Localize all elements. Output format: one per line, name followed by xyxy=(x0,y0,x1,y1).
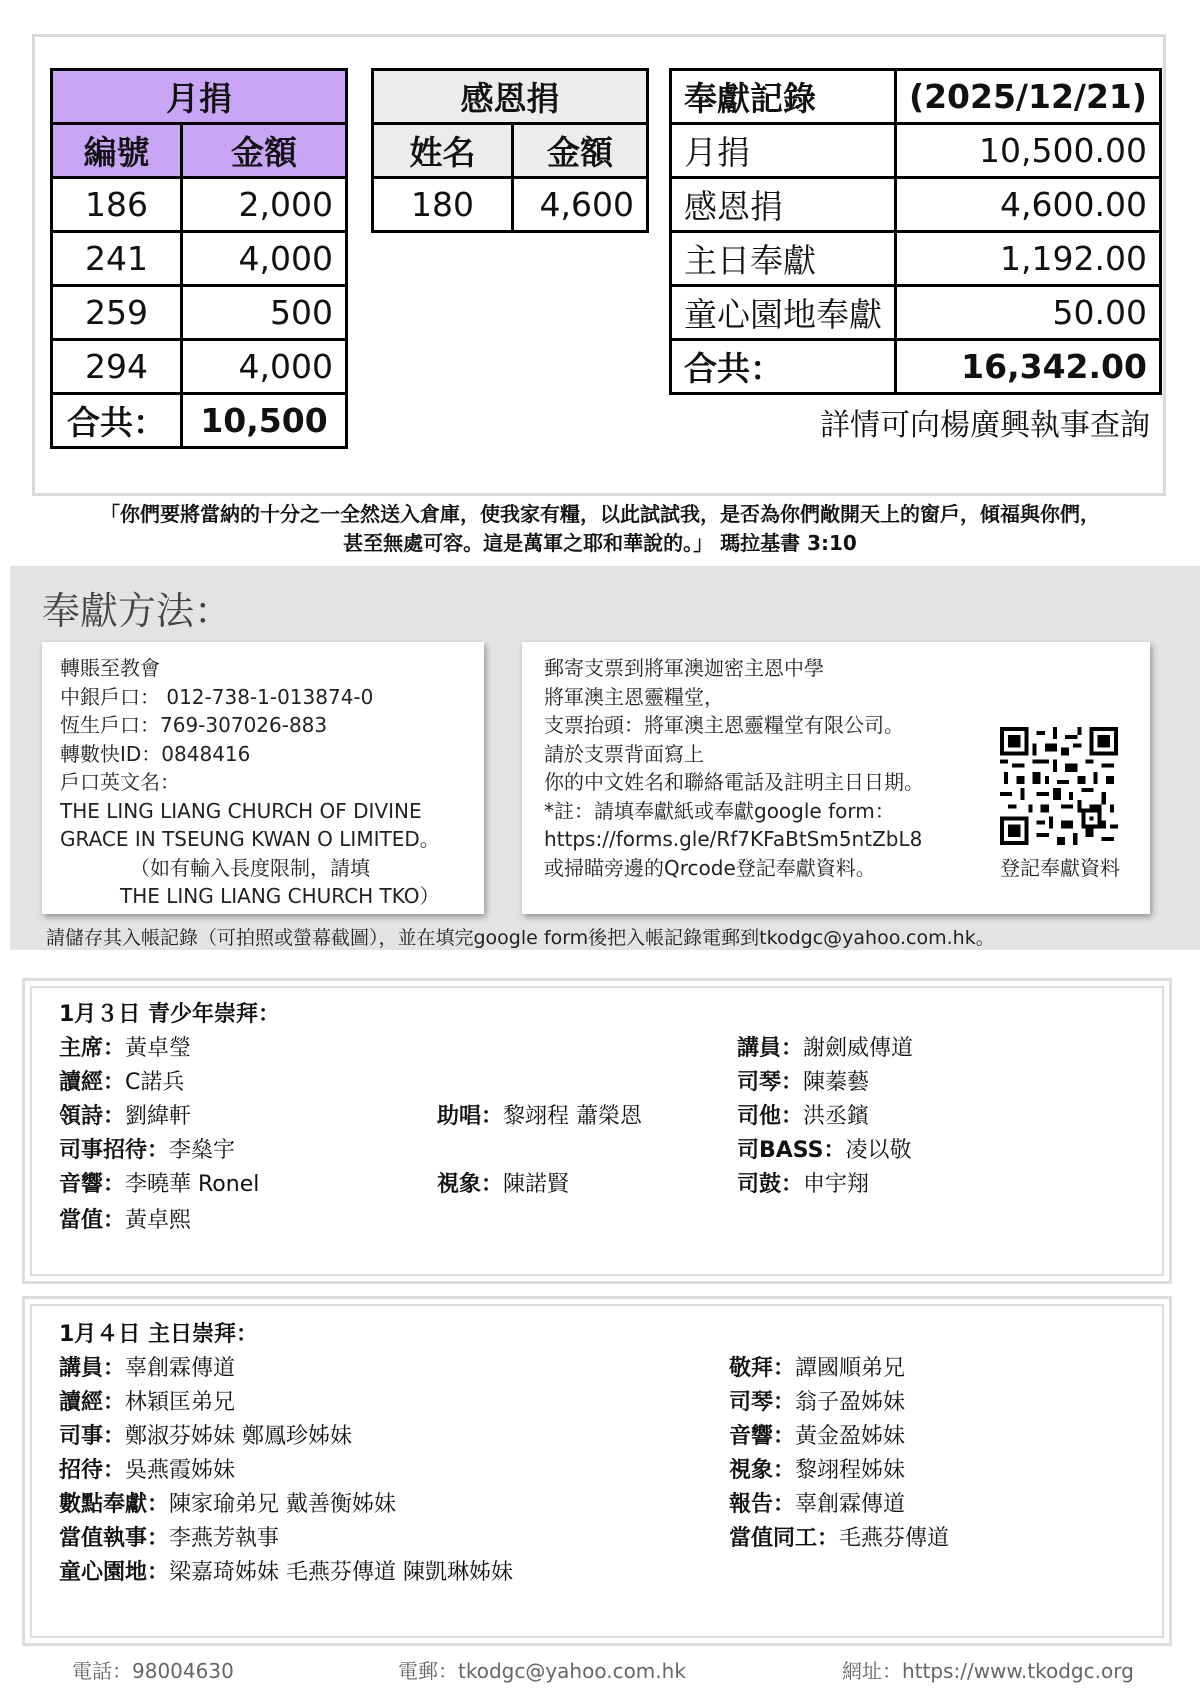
footer-phone: 電話：98004630 xyxy=(72,1659,234,1683)
offering-note: 請儲存其入帳記錄（可拍照或螢幕截圖），並在填完google form後把入帳記錄電郵到tkodgc@yahoo.com.hk。 xyxy=(46,927,995,949)
record-label: 感恩捐 xyxy=(671,178,896,232)
duty-item: 視象：黎翊程姊妹 xyxy=(729,1458,906,1483)
record-label: 童心園地奉獻 xyxy=(671,286,896,340)
sunday-worship-box xyxy=(22,1296,1172,1646)
duty-item: 讀經：林穎匡弟兄 xyxy=(59,1390,236,1415)
cheque-line: 將軍澳主恩靈糧堂， xyxy=(544,684,724,709)
record-label: 主日奉獻 xyxy=(671,232,896,286)
record-value: 10,500.00 xyxy=(896,124,1161,178)
monthly-total-value: 10,500 xyxy=(182,394,347,448)
duty-item: 當值同工：毛燕芬傳道 xyxy=(729,1526,950,1551)
table-row xyxy=(373,178,648,232)
table-row xyxy=(671,232,1161,286)
thanks-name: 180 xyxy=(373,178,513,232)
record-date: (2025/12/21) xyxy=(896,70,1161,124)
table-row xyxy=(52,340,347,394)
qr-code-icon[interactable] xyxy=(1000,727,1118,845)
duty-item: 音響：李曉華 Ronel xyxy=(59,1172,260,1197)
monthly-number: 259 xyxy=(52,286,182,340)
offering-method-title: 奉獻方法： xyxy=(42,589,233,633)
record-total-value: 16,342.00 xyxy=(896,340,1161,394)
total-row xyxy=(52,394,347,448)
transfer-line: 轉賬至教會 xyxy=(60,656,160,680)
cheque-line: 支票抬頭：將軍澳主恩靈糧堂有限公司。 xyxy=(544,713,904,737)
table-row xyxy=(671,286,1161,340)
cheque-line: *註：請填奉獻紙或奉獻google form： xyxy=(544,798,895,823)
scripture-verse xyxy=(40,500,1160,558)
duty-item: 司事招待：李燊宇 xyxy=(59,1138,236,1163)
duty-item: 當值執事：李燕芳執事 xyxy=(59,1526,280,1551)
record-title: 奉獻記錄 xyxy=(671,70,896,124)
verse-line-2: 甚至無處可容。這是萬軍之耶和華說的。」 瑪拉基書 3:10 xyxy=(343,531,857,555)
duty-item: 音響：黃金盈姊妹 xyxy=(729,1424,906,1449)
monthly-amount: 500 xyxy=(182,286,347,340)
thanks-col-amount: 金額 xyxy=(513,124,648,178)
table-row xyxy=(52,286,347,340)
cheque-line: 請於支票背面寫上 xyxy=(544,741,704,766)
monthly-col-number: 編號 xyxy=(52,124,182,178)
duty-item: 讀經：C諾兵 xyxy=(59,1070,185,1095)
cheque-line: 你的中文姓名和聯絡電話及註明主日日期。 xyxy=(544,770,924,794)
duty-item: 敬拜：譚國順弟兄 xyxy=(729,1356,906,1381)
transfer-line: 恆生戶口：769-307026-883 xyxy=(60,713,328,737)
transfer-line: 戶口英文名： xyxy=(60,770,180,794)
qr-caption: 登記奉獻資料 xyxy=(1000,856,1120,880)
duty-item: 司他：洪丞鑌 xyxy=(737,1104,870,1129)
duty-item: 司鼓：申宇翔 xyxy=(737,1172,870,1197)
transfer-line: 轉數快ID：0848416 xyxy=(60,741,251,766)
monthly-number: 294 xyxy=(52,340,182,394)
monthly-total-label: 合共： xyxy=(52,394,182,448)
duty-item: 當值：黃卓熙 xyxy=(59,1208,192,1233)
duty-item: 視象：陳諾賢 xyxy=(437,1172,570,1197)
duty-item: 領詩：劉緯軒 xyxy=(59,1104,192,1129)
record-label: 月捐 xyxy=(671,124,896,178)
thanks-title: 感恩捐 xyxy=(373,70,648,124)
duty-item: 司BASS：凌以敬 xyxy=(737,1138,912,1163)
monthly-title: 月捐 xyxy=(52,70,347,124)
monthly-amount: 4,000 xyxy=(182,232,347,286)
duty-item: 主席：黃卓瑩 xyxy=(59,1036,192,1061)
transfer-line: 中銀戶口： 012-738-1-013874-0 xyxy=(60,684,374,709)
duty-item: 助唱：黎翊程 蕭榮恩 xyxy=(437,1104,643,1129)
monthly-offering-table xyxy=(50,68,348,449)
bank-transfer-card xyxy=(42,642,484,914)
google-form-link[interactable]: https://forms.gle/Rf7KFaBtSm5ntZbL8 xyxy=(544,827,923,851)
monthly-amount: 2,000 xyxy=(182,178,347,232)
footer-website[interactable]: 網址：https://www.tkodgc.org xyxy=(842,1659,1134,1683)
monthly-col-amount: 金額 xyxy=(182,124,347,178)
offering-record-table xyxy=(669,68,1162,395)
transfer-line: THE LING LIANG CHURCH OF DIVINE xyxy=(60,798,422,823)
record-value: 50.00 xyxy=(896,286,1161,340)
duty-item: 講員：辜創霖傳道 xyxy=(59,1356,236,1381)
cheque-line: 郵寄支票到將軍澳迦密主恩中學 xyxy=(544,656,824,680)
record-value: 4,600.00 xyxy=(896,178,1161,232)
duty-item: 講員：謝劍威傳道 xyxy=(737,1036,914,1061)
record-value: 1,192.00 xyxy=(896,232,1161,286)
thanks-amount: 4,600 xyxy=(513,178,648,232)
transfer-line: THE LING LIANG CHURCH TKO） xyxy=(120,884,440,908)
duty-item: 司琴：翁子盈姊妹 xyxy=(729,1390,906,1415)
youth-worship-box xyxy=(22,978,1172,1284)
footer-email[interactable]: 電郵：tkodgc@yahoo.com.hk xyxy=(398,1659,686,1683)
record-total-label: 合共： xyxy=(671,340,896,394)
thanks-col-name: 姓名 xyxy=(373,124,513,178)
sunday-title: 1月４日 主日崇拜： xyxy=(59,1322,258,1347)
transfer-line: （如有輸入長度限制，請填 xyxy=(130,855,370,880)
table-row xyxy=(671,178,1161,232)
monthly-amount: 4,000 xyxy=(182,340,347,394)
thanks-offering-table xyxy=(371,68,649,233)
duty-item: 司琴：陳蓁藝 xyxy=(737,1070,870,1095)
table-row xyxy=(52,232,347,286)
transfer-line: GRACE IN TSEUNG KWAN O LIMITED。 xyxy=(60,827,440,851)
verse-line-1: 「你們要將當納的十分之一全然送入倉庫，使我家有糧，以此試試我，是否為你們敞開天上的窗戶，傾福與你們， xyxy=(100,502,1100,526)
table-row xyxy=(52,178,347,232)
monthly-number: 241 xyxy=(52,232,182,286)
total-row xyxy=(671,340,1161,394)
duty-item: 童心園地：梁嘉琦姊妹 毛燕芬傳道 陳凱琳姊妹 xyxy=(59,1560,514,1585)
duty-item: 招待：吳燕霞姊妹 xyxy=(59,1458,236,1483)
duty-item: 司事：鄭淑芬姊妹 鄭鳳珍姊妹 xyxy=(59,1424,353,1449)
duty-item: 報告：辜創霖傳道 xyxy=(729,1492,906,1517)
record-note: 詳情可向楊廣興執事查詢 xyxy=(820,408,1150,443)
monthly-number: 186 xyxy=(52,178,182,232)
youth-title: 1月３日 青少年崇拜： xyxy=(59,1002,280,1027)
duty-item: 數點奉獻：陳家瑜弟兄 戴善衡姊妹 xyxy=(59,1492,397,1517)
cheque-line: 或掃瞄旁邊的Qrcode登記奉獻資料。 xyxy=(544,855,876,880)
table-row xyxy=(671,124,1161,178)
